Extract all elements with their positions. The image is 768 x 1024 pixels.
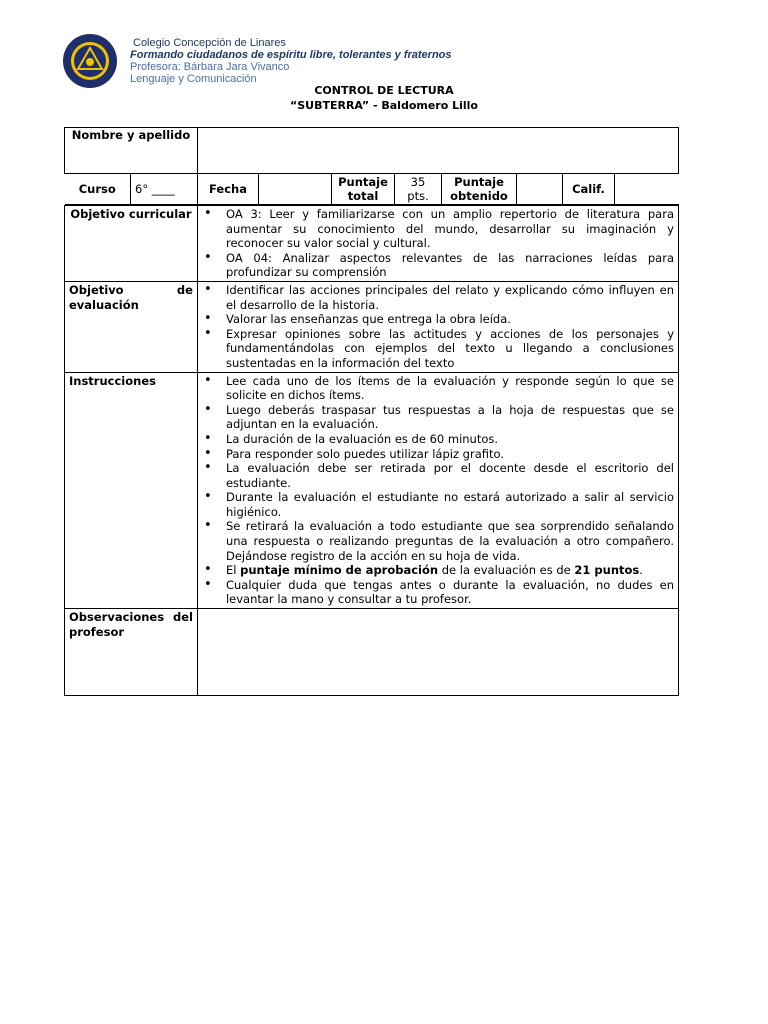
document-subtitle: “SUBTERRA” - Baldomero Lillo: [289, 99, 478, 112]
observations-label: [65, 609, 198, 696]
list-item: • Durante la evaluación el estudiante no estará autorizado a salir al servicio higiénico.: [226, 490, 674, 519]
school-motto: Formando ciudadanos de espíritu libre, tolerantes y fraternos: [130, 49, 452, 61]
curricular-objective-list: [202, 207, 674, 280]
list-item: • Expresar opiniones sobre las actitudes y acciones de los personajes y fundamentándolas con ejemplos del texto u llegando a conclusiones sustentadas en la información del texto: [226, 327, 674, 371]
school-name: Colegio Concepción de Linares: [133, 37, 286, 49]
text-span: de la evaluación es de: [438, 563, 575, 578]
course-field[interactable]: 6° ____: [131, 174, 198, 205]
list-item: • La duración de la evaluación es de 60 minutos.: [226, 432, 674, 447]
grade-field[interactable]: [615, 174, 679, 205]
instructions-list: [202, 374, 674, 608]
evaluation-table: [64, 127, 679, 696]
list-item: • Identificar las acciones principales del relato y explicando cómo influyen en el desarrollo de la historia.: [226, 283, 674, 312]
label-part: Observaciones: [69, 610, 165, 625]
school-logo-icon: [62, 33, 118, 89]
list-item: • Para responder solo puedes utilizar lápiz grafito.: [226, 447, 674, 462]
label-part: Objetivo: [69, 282, 124, 297]
name-field[interactable]: [197, 128, 678, 174]
label-part: del: [172, 610, 193, 625]
text-bold: puntaje mínimo de aprobación: [240, 563, 439, 578]
obtained-score-label: Puntaje obtenido: [442, 174, 517, 205]
list-item: • Valorar las enseñanzas que entrega la obra leída.: [226, 312, 674, 327]
label-part: de: [176, 282, 193, 297]
label-part: evaluación: [69, 297, 139, 312]
text-span: El: [225, 563, 241, 578]
instructions-label: Instrucciones: [65, 372, 198, 609]
info-row: [65, 174, 679, 206]
text-bold: 21 puntos: [574, 563, 640, 578]
date-label: Fecha: [198, 174, 259, 205]
subject-name: Lenguaje y Comunicación: [130, 73, 257, 85]
evaluation-objective-label: [65, 281, 198, 372]
observations-field[interactable]: [197, 609, 678, 696]
obtained-score-field[interactable]: [517, 174, 563, 205]
document-title: CONTROL DE LECTURA: [314, 84, 454, 97]
date-field[interactable]: [259, 174, 332, 205]
list-item-min-score: [226, 563, 674, 578]
list-item: • Luego deberás traspasar tus respuestas a la hoja de respuestas que se adjuntan en la evaluación.: [226, 403, 674, 432]
grade-label: Calif.: [563, 174, 615, 205]
document-header: [62, 33, 702, 89]
teacher-name: Profesora: Bárbara Jara Vivanco: [130, 61, 290, 73]
list-item: • Cualquier duda que tengas antes o durante la evaluación, no dudes en levantar la mano y consultar a tu profesor.: [226, 578, 674, 607]
list-item: • OA 3: Leer y familiarizarse con un amplio repertorio de literatura para aumentar su conocimiento del mundo, desarrollar su imaginación y reconocer su valor social y cultural.: [226, 207, 674, 251]
course-label: Curso: [65, 174, 131, 205]
list-item: • Se retirará la evaluación a todo estudiante que sea sorprendido señalando una respuesta o realizando preguntas de la evaluación a otro compañero. Dejándose registro de la acción en su hoja de vida.: [226, 519, 674, 563]
label-part: profesor: [69, 624, 125, 639]
curricular-objective-label: Objetivo curricular: [65, 206, 198, 282]
total-score-value: 35 pts.: [395, 174, 442, 205]
total-score-label: Puntaje total: [332, 174, 395, 205]
name-label: Nombre y apellido: [65, 128, 198, 174]
list-item: • Lee cada uno de los ítems de la evaluación y responde según lo que se solicite en dichos ítems.: [226, 374, 674, 403]
list-item: • OA 04: Analizar aspectos relevantes de las narraciones leídas para profundizar su comprensión: [226, 251, 674, 280]
text-span: .: [639, 563, 643, 578]
evaluation-objective-list: [202, 283, 674, 371]
list-item: • La evaluación debe ser retirada por el docente desde el escritorio del estudiante.: [226, 461, 674, 490]
